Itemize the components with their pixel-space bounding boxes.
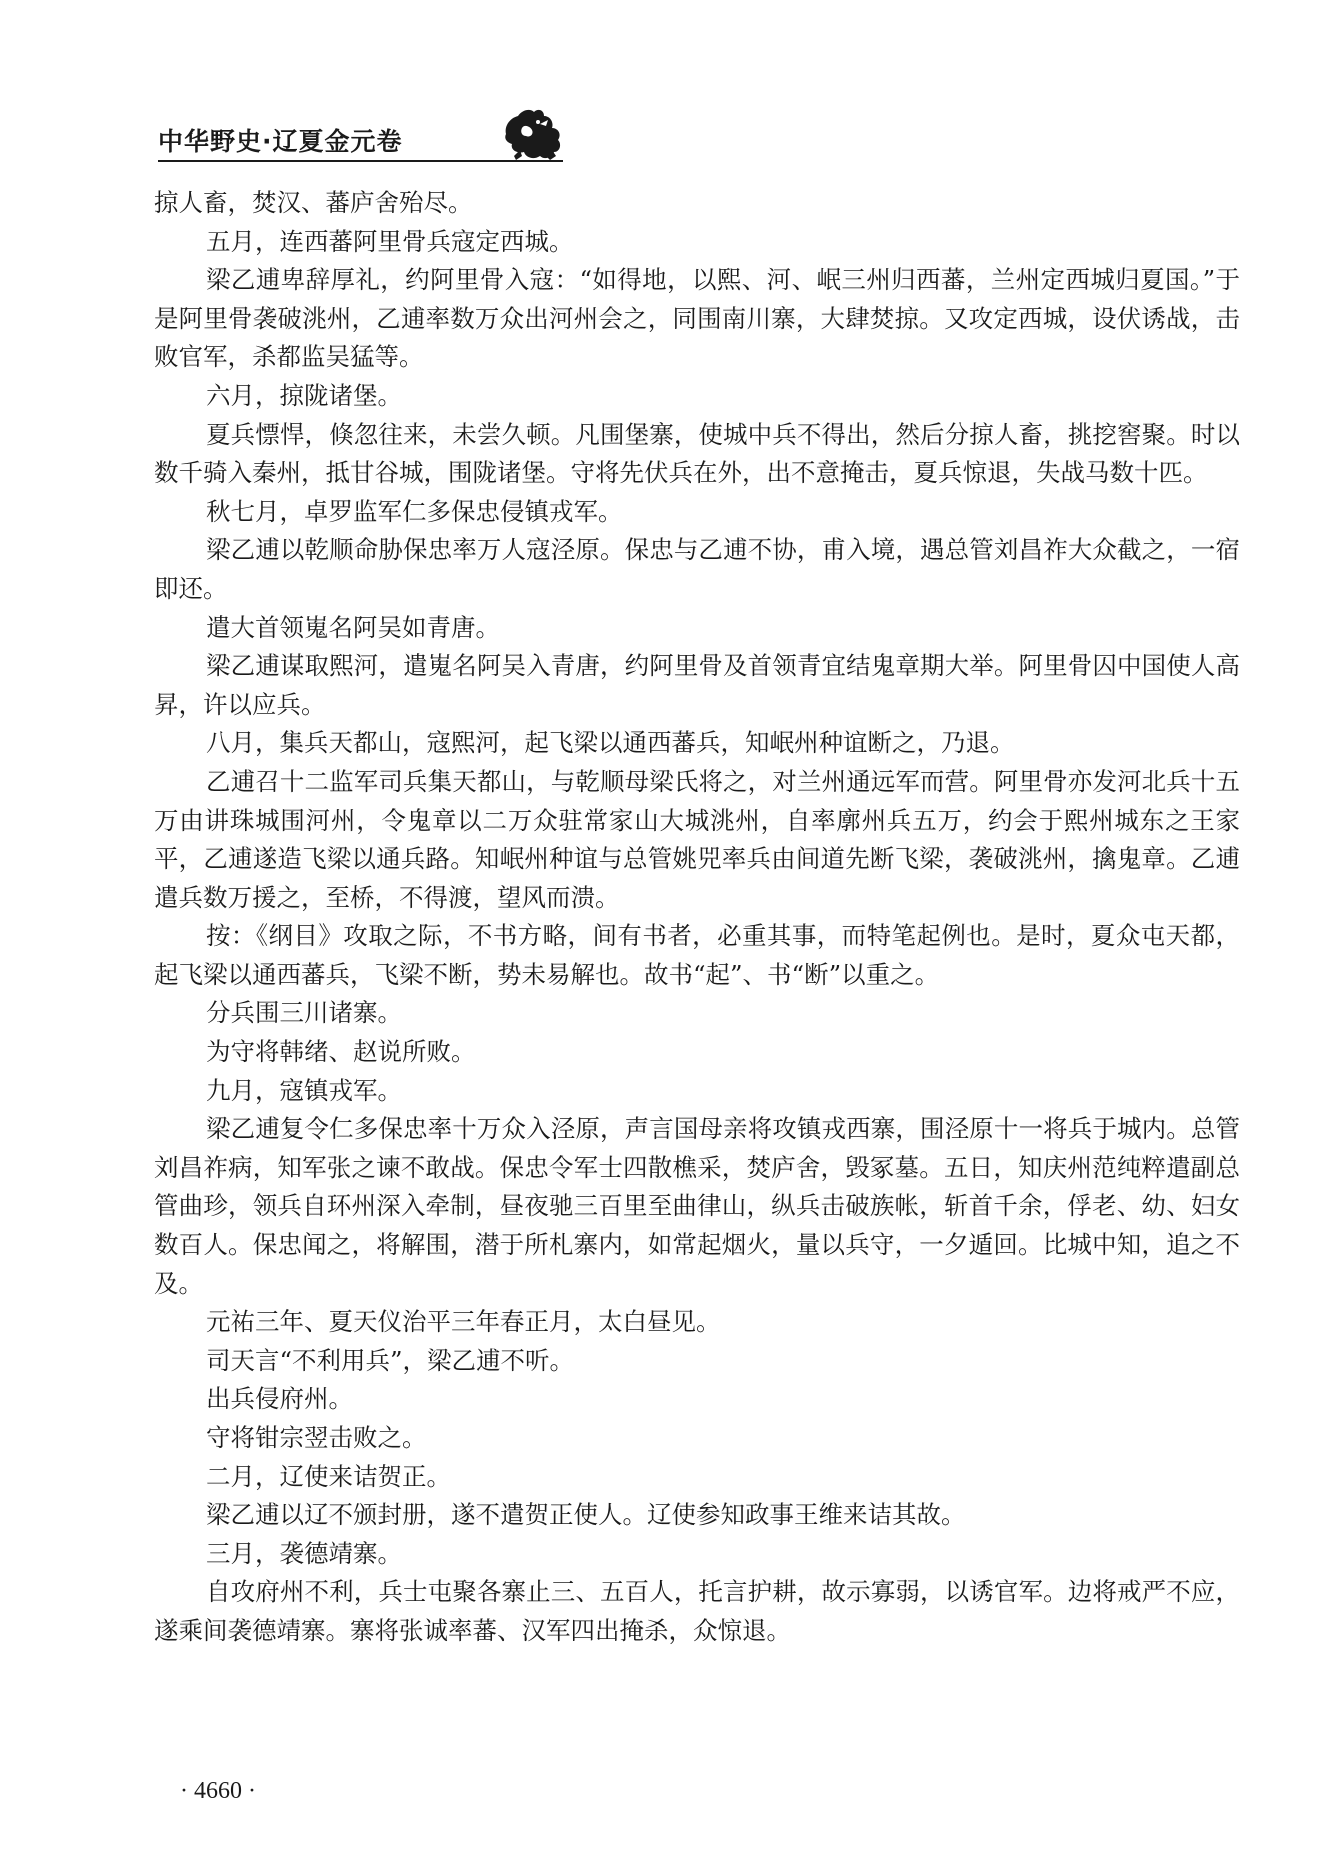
paragraph: 五月，连西蕃阿里骨兵寇定西城。 — [206, 226, 574, 256]
body-text — [154, 184, 1240, 1651]
book-title: 中华野史·辽夏金元卷 — [158, 127, 403, 156]
page-number: · 4660 · — [180, 1778, 256, 1804]
paragraph: 按：《纲目》攻取之际，不书方略，间有书者，必重其事，而特笔起例也。是时，夏众屯天都，起飞梁以通西蕃兵，飞梁不断，势未易解也。故书“起”、书“断”以重之。 — [154, 921, 1240, 989]
paragraph: 六月，掠陇诸堡。 — [206, 380, 402, 410]
paragraph: 司天言“不利用兵”，梁乙逋不听。 — [206, 1345, 575, 1375]
paragraph: 梁乙逋谋取熙河，遣嵬名阿吴入青唐，约阿里骨及首领青宜结鬼章期大举。阿里骨囚中国使人高昇，许以应兵。 — [154, 651, 1240, 719]
paragraph: 为守将韩绪、赵说所败。 — [206, 1037, 476, 1067]
paragraph: 乙逋召十二监军司兵集天都山，与乾顺母梁氏将之，对兰州通远军而营。阿里骨亦发河北兵十五万由讲珠城围河州，令鬼章以二万众驻常家山大城洮州，自率廓州兵五万，约会于熙州城东之王家平，乙逋遂造飞梁以通兵路。知岷州种谊与总管姚兕率兵由间道先断飞梁，袭破洮州，擒鬼章。乙逋遣兵数万援之，至桥，不得渡，望风而溃。 — [154, 766, 1240, 912]
paragraph: 自攻府州不利，兵士屯聚各寨止三、五百人，托言护耕，故示寡弱，以诱官军。边将戒严不应，遂乘间袭德靖寨。寨将张诚率蕃、汉军四出掩杀，众惊退。 — [154, 1577, 1240, 1645]
paragraph: 三月，袭德靖寨。 — [206, 1538, 402, 1568]
paragraph: 守将钳宗翌击败之。 — [206, 1423, 427, 1452]
paragraph: 遣大首领嵬名阿吴如青唐。 — [206, 612, 500, 642]
paragraph: 分兵围三川诸寨。 — [206, 998, 402, 1028]
paragraph: 九月，寇镇戎军。 — [206, 1075, 402, 1105]
paragraph: 元祐三年、夏天仪治平三年春正月，太白昼见。 — [206, 1307, 721, 1337]
paragraph: 掠人畜，焚汉、蕃庐舍殆尽。 — [154, 188, 473, 217]
paragraph: 出兵侵府州。 — [206, 1384, 353, 1414]
paragraph: 夏兵慓悍，倏忽往来，未尝久顿。凡围堡寨，使城中兵不得出，然后分掠人畜，挑挖窖聚。时以数千骑入秦州，抵甘谷城，围陇诸堡。守将先伏兵在外，出不意掩击，夏兵惊退，失战马数十匹。 — [154, 419, 1240, 488]
paragraph: 梁乙逋以辽不颁封册，遂不遣贺正使人。辽使参知政事王维来诘其故。 — [206, 1500, 966, 1530]
paragraph: 梁乙逋复令仁多保忠率十万众入泾原，声言国母亲将攻镇戎西寨，围泾原十一将兵于城内。总管刘昌祚病，知军张之谏不敢战。保忠令军士四散樵采，焚庐舍，毁冢墓。五日，知庆州范纯粹遣副总管曲珍，领兵自环州深入牵制，昼夜驰三百里至曲律山，纵兵击破族帐，斩首千余，俘老、幼、妇女数百人。保忠闻之，将解围，潜于所札寨内，如常起烟火，量以兵守，一夕遁回。比城中知，追之不及。 — [154, 1114, 1240, 1298]
paragraph: 八月，集兵天都山，寇熙河，起飞梁以通西蕃兵，知岷州种谊断之，乃退。 — [206, 728, 1015, 758]
paragraph: 梁乙逋卑辞厚礼，约阿里骨入寇：“如得地，以熙、河、岷三州归西蕃，兰州定西城归夏国。”于是阿里骨袭破洮州，乙逋率数万众出河州会之，同围南川寨，大肆焚掠。又攻定西城，设伏诱战，击败官军，杀都监吴猛等。 — [154, 265, 1240, 372]
paragraph: 二月，辽使来诘贺正。 — [206, 1461, 451, 1491]
paragraph: 秋七月，卓罗监军仁多保忠侵镇戎军。 — [206, 496, 623, 526]
dragon-emblem-icon — [500, 104, 568, 162]
paragraph: 梁乙逋以乾顺命胁保忠率万人寇泾原。保忠与乙逋不协，甫入境，遇总管刘昌祚大众截之，一宿即还。 — [154, 535, 1240, 603]
